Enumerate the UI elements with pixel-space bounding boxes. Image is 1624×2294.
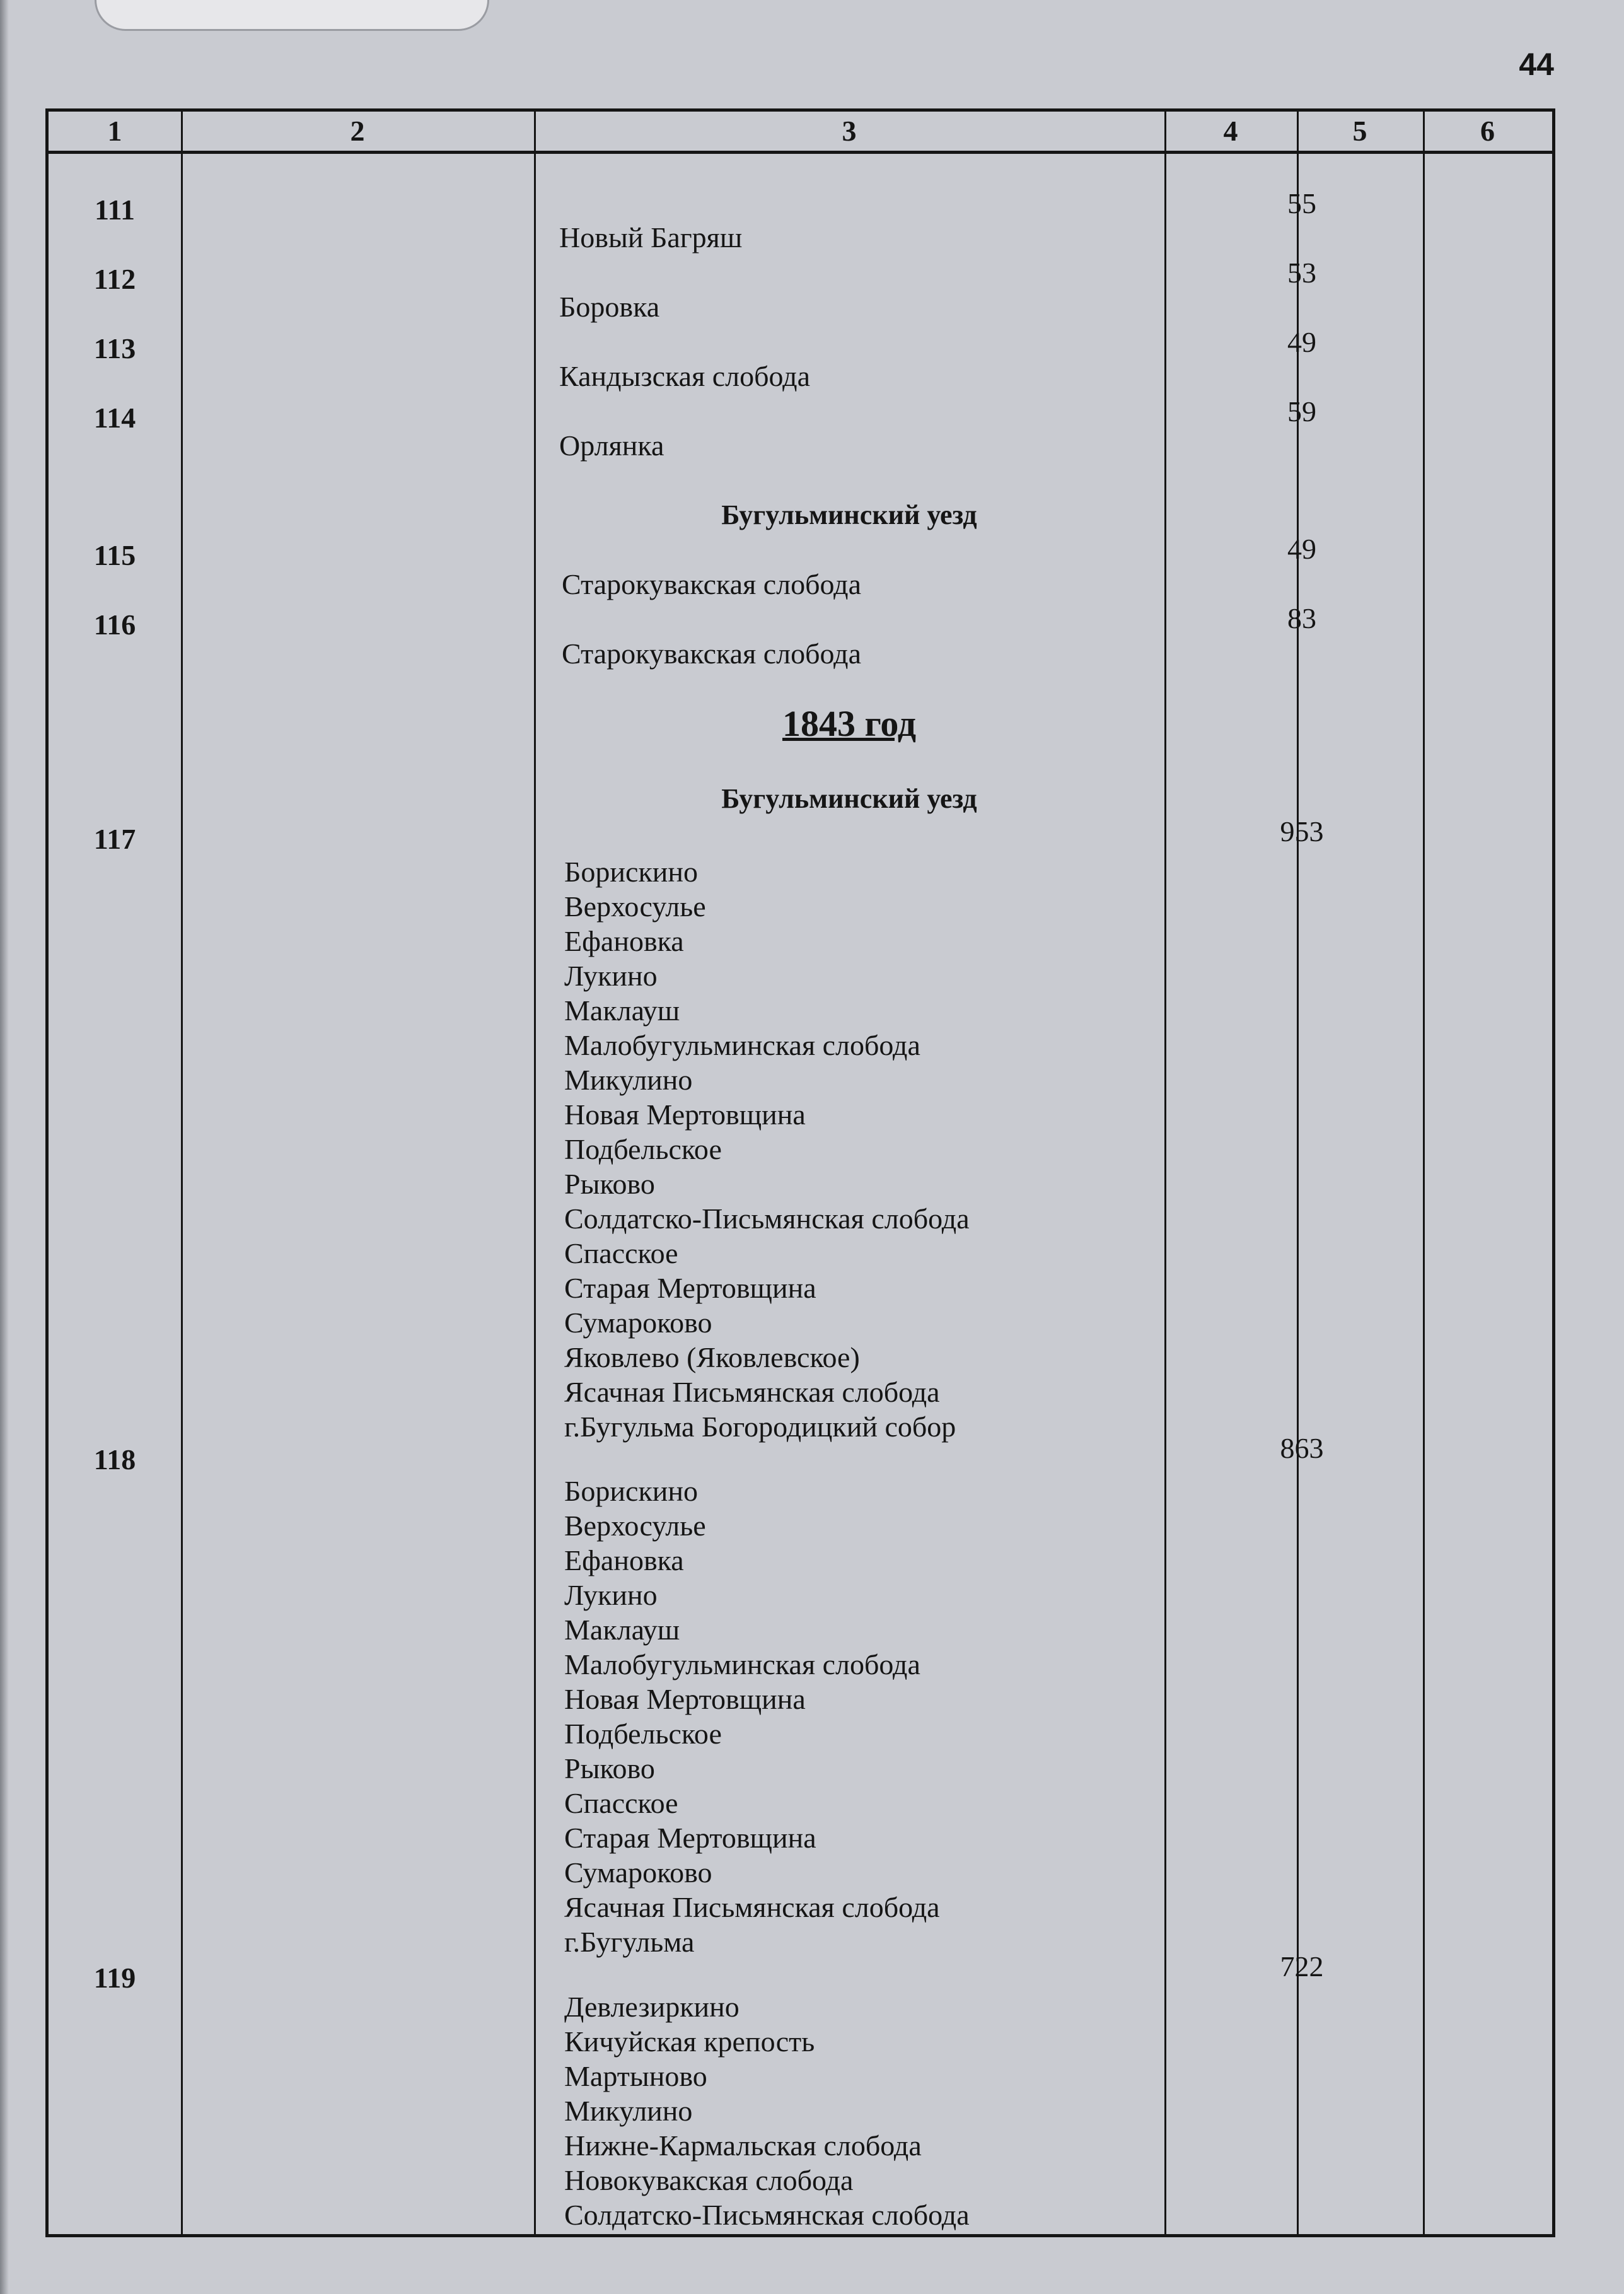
record-number: 116 — [93, 608, 136, 641]
record-count: 49 — [1287, 326, 1316, 358]
binder-clip — [95, 0, 489, 31]
place-name: Верхосулье — [564, 890, 706, 923]
column-divider — [534, 112, 536, 2234]
column-divider — [181, 112, 183, 2234]
place-list — [564, 854, 970, 1444]
section-heading: Бугульминский уезд — [721, 499, 977, 530]
record-number: 118 — [93, 1443, 136, 1476]
place-name: Нижне-Кармальская слобода — [564, 2129, 922, 2162]
records-table — [45, 108, 1555, 2237]
place-name: Ефановка — [564, 925, 684, 957]
header-col-5: 5 — [1352, 115, 1367, 147]
place-name: Сумароково — [564, 1307, 712, 1339]
header-col-2: 2 — [350, 115, 365, 147]
place-name: Лукино — [564, 1579, 658, 1611]
place-name: Сумароково — [564, 1856, 712, 1889]
place-name: Новый Багряш — [559, 221, 743, 253]
record-count: 863 — [1280, 1432, 1324, 1464]
place-name: Ефановка — [564, 1544, 684, 1576]
place-list — [564, 1989, 970, 2232]
place-name: Боровка — [559, 291, 660, 323]
page-edge-shadow — [0, 0, 9, 2294]
place-name: Подбельское — [564, 1718, 722, 1750]
place-name: Солдатско-Письмянская слобода — [564, 2199, 970, 2231]
record-number: 114 — [93, 402, 136, 434]
record-count: 49 — [1287, 533, 1316, 565]
record-number: 111 — [95, 194, 135, 226]
place-name: Мартыново — [564, 2060, 707, 2092]
place-name: Старокувакская слобода — [562, 568, 862, 600]
place-name: Орлянка — [559, 429, 664, 462]
place-name: Старая Мертовщина — [564, 1272, 816, 1304]
column-divider — [1423, 112, 1425, 2234]
place-name: Новая Мертовщина — [564, 1098, 806, 1131]
header-col-3: 3 — [842, 115, 857, 147]
place-name: Старая Мертовщина — [564, 1822, 816, 1854]
table-header — [49, 112, 1552, 154]
record-count: 722 — [1280, 1950, 1324, 1983]
place-name: г.Бугульма — [564, 1926, 695, 1958]
place-name: Новокувакская слобода — [564, 2164, 854, 2196]
record-number: 112 — [93, 263, 136, 295]
record-count: 83 — [1287, 602, 1316, 634]
place-name: Подбельское — [564, 1133, 722, 1165]
place-name: Яковлево (Яковлевское) — [564, 1341, 860, 1373]
header-col-6: 6 — [1480, 115, 1495, 147]
place-name: Рыково — [564, 1752, 655, 1785]
place-name: Малобугульминская слобода — [564, 1029, 920, 1061]
record-count: 55 — [1287, 187, 1316, 219]
place-name: Кичуйская крепость — [564, 2025, 815, 2058]
record-count: 53 — [1287, 257, 1316, 289]
place-name: Борискино — [564, 856, 699, 888]
place-name: Борискино — [564, 1475, 699, 1507]
place-name: Кандызская слобода — [559, 360, 811, 392]
place-name: Ясачная Письмянская слобода — [564, 1891, 940, 1923]
place-name: Рыково — [564, 1168, 655, 1200]
place-name: Маклауш — [564, 994, 680, 1027]
place-name: Девлезиркино — [564, 1991, 740, 2023]
page-number: 44 — [1519, 47, 1554, 82]
place-name: Лукино — [564, 960, 658, 992]
header-col-4: 4 — [1223, 115, 1238, 147]
place-name: Ясачная Письмянская слобода — [564, 1376, 940, 1408]
section-heading: Бугульминский уезд — [721, 783, 977, 814]
record-number: 115 — [93, 539, 136, 571]
place-name: Новая Мертовщина — [564, 1683, 806, 1715]
place-name: Микулино — [564, 2095, 693, 2127]
place-name: Старокувакская слобода — [562, 638, 862, 670]
place-name: Верхосулье — [564, 1510, 706, 1542]
column-divider — [1297, 112, 1299, 2234]
place-name: Спасское — [564, 1787, 678, 1819]
record-number: 119 — [93, 1962, 136, 1994]
header-col-1: 1 — [107, 115, 122, 147]
place-name: г.Бугульма Богородицкий собор — [564, 1411, 956, 1443]
place-list — [564, 1474, 940, 1959]
column-divider — [1164, 112, 1166, 2234]
record-count: 953 — [1280, 815, 1324, 847]
place-name: Солдатско-Письмянская слобода — [564, 1202, 970, 1235]
place-name: Маклауш — [564, 1614, 680, 1646]
place-name: Спасское — [564, 1237, 678, 1269]
record-count: 59 — [1287, 395, 1316, 428]
year-heading: 1843 год — [782, 703, 917, 744]
record-number: 113 — [93, 332, 136, 364]
place-name: Микулино — [564, 1064, 693, 1096]
place-name: Малобугульминская слобода — [564, 1648, 920, 1680]
record-number: 117 — [93, 823, 136, 855]
